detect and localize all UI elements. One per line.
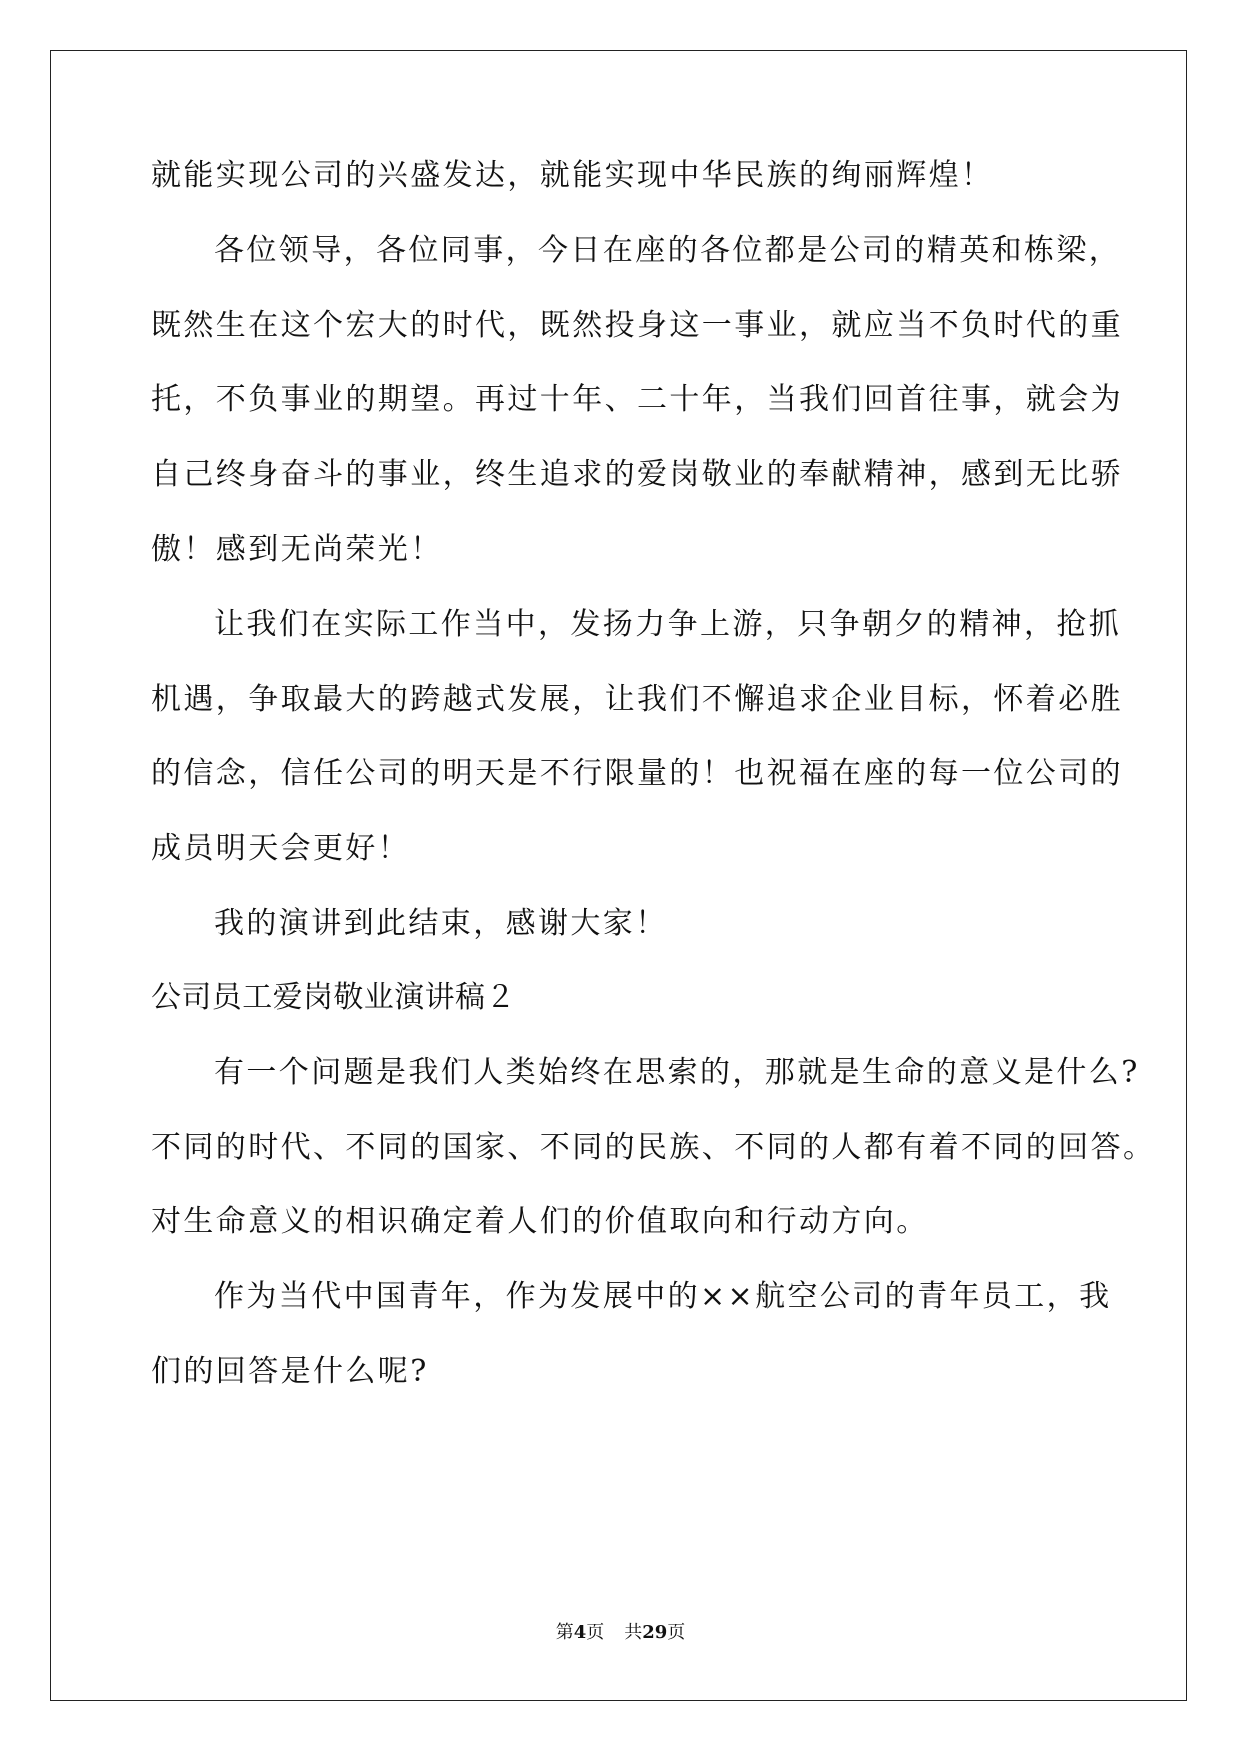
paragraph-first-line: 有一个问题是我们人类始终在思索的，那就是生命的意义是什么? — [214, 1055, 1140, 1090]
page-prefix: 第 — [555, 1622, 574, 1643]
paragraph-first-line: 作为当代中国青年，作为发展中的××航空公司的青年员工，我 — [214, 1279, 1112, 1314]
page-number: 4 — [573, 1622, 587, 1643]
section-heading: 公司员工爱岗敬业演讲稿２ — [151, 980, 516, 1015]
paragraph-first-line: 我的演讲到此结束，感谢大家！ — [214, 906, 668, 941]
paragraph-first-line: 让我们在实际工作当中，发扬力争上游，只争朝夕的精神，抢抓 — [214, 607, 1122, 642]
page-suffix: 页 — [586, 1622, 605, 1643]
text-line: 机遇，争取最大的跨越式发展，让我们不懈追求企业目标，怀着必胜 — [151, 682, 1123, 717]
text-line: 就能实现公司的兴盛发达，就能实现中华民族的绚丽辉煌！ — [151, 158, 994, 193]
text-line: 傲！感到无尚荣光！ — [151, 532, 443, 567]
text-line: 们的回答是什么呢? — [151, 1354, 429, 1389]
paragraph-first-line: 各位领导，各位同事，今日在座的各位都是公司的精英和栋梁， — [214, 233, 1122, 268]
page-frame — [50, 50, 1187, 1701]
page-footer — [0, 1622, 1241, 1644]
text-line: 不同的时代、不同的国家、不同的民族、不同的人都有着不同的回答。 — [151, 1130, 1156, 1165]
total-prefix: 共 — [624, 1622, 643, 1643]
text-line: 的信念，信任公司的明天是不行限量的！也祝福在座的每一位公司的 — [151, 756, 1123, 791]
text-line: 既然生在这个宏大的时代，既然投身这一事业，就应当不负时代的重 — [151, 308, 1123, 343]
text-line: 托，不负事业的期望。再过十年、二十年，当我们回首往事，就会为 — [151, 382, 1123, 417]
text-line: 对生命意义的相识确定着人们的价值取向和行动方向。 — [151, 1204, 929, 1239]
text-line: 成员明天会更好！ — [151, 831, 411, 866]
total-suffix: 页 — [667, 1622, 686, 1643]
total-pages: 29 — [642, 1622, 668, 1643]
text-line: 自己终身奋斗的事业，终生追求的爱岗敬业的奉献精神，感到无比骄 — [151, 457, 1123, 492]
